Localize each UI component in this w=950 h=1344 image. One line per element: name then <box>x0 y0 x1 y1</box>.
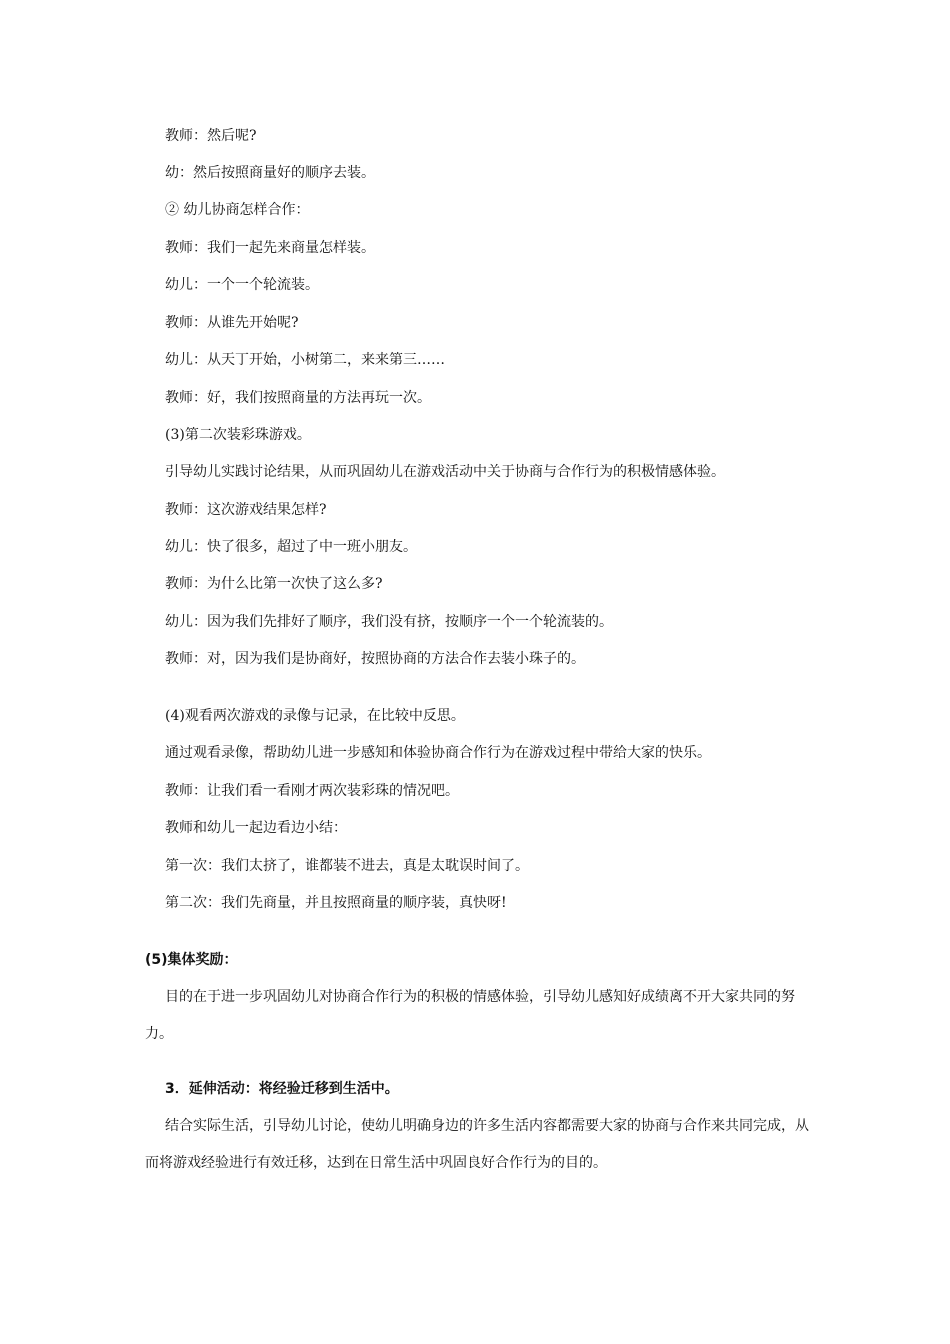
subsection-title: (3)第二次装彩珠游戏。 <box>165 427 311 443</box>
section3-heading: 3．延伸活动：将经验迁移到生活中。 <box>165 1081 399 1097</box>
dialogue-line: 教师：从谁先开始呢? <box>165 315 299 331</box>
paragraph-line: 教师和幼儿一起边看边小结： <box>165 820 347 836</box>
section5-body: 目的在于进一步巩固幼儿对协商合作行为的积极的情感体验，引导幼儿感知好成绩离不开大家共同的努力。 <box>145 989 795 1042</box>
section5-heading: (5)集体奖励： <box>145 952 238 968</box>
dialogue-line: 教师：好，我们按照商量的方法再玩一次。 <box>165 390 431 406</box>
subsection-title: (4)观看两次游戏的录像与记录，在比较中反思。 <box>165 708 465 724</box>
section3-body: 结合实际生活，引导幼儿讨论，使幼儿明确身边的许多生活内容都需要大家的协商与合作来共同完成，从而将游戏经验进行有效迁移，达到在日常生活中巩固良好合作行为的目的。 <box>145 1118 809 1171</box>
dialogue-line: 幼：然后按照商量好的顺序去装。 <box>165 165 375 181</box>
dialogue-line: 教师：然后呢? <box>165 128 257 144</box>
dialogue-line: 教师：这次游戏结果怎样? <box>165 502 327 518</box>
dialogue-line: 第一次：我们太挤了，谁都装不进去，真是太耽误时间了。 <box>165 858 529 874</box>
dialogue-line: 幼儿：因为我们先排好了顺序，我们没有挤，按顺序一个一个轮流装的。 <box>165 614 613 630</box>
dialogue-line: 教师：让我们看一看刚才两次装彩珠的情况吧。 <box>165 783 459 799</box>
dialogue-line: 幼儿：快了很多，超过了中一班小朋友。 <box>165 539 417 555</box>
dialogue-line: 第二次：我们先商量，并且按照商量的顺序装，真快呀! <box>165 895 507 911</box>
dialogue-line: 幼儿：一个一个轮流装。 <box>165 277 319 293</box>
dialogue-line: 教师：为什么比第一次快了这么多? <box>165 576 383 592</box>
paragraph-line: 引导幼儿实践讨论结果，从而巩固幼儿在游戏活动中关于协商与合作行为的积极情感体验。 <box>165 464 725 480</box>
dialogue-line: 幼儿：从天丁开始，小树第二，来来第三…… <box>165 352 445 368</box>
dialogue-line: 教师：对，因为我们是协商好，按照协商的方法合作去装小珠子的。 <box>165 651 585 667</box>
paragraph-line: 通过观看录像，帮助幼儿进一步感知和体验协商合作行为在游戏过程中带给大家的快乐。 <box>165 745 711 761</box>
subsection-title: ② 幼儿协商怎样合作： <box>165 202 310 218</box>
dialogue-line: 教师：我们一起先来商量怎样装。 <box>165 240 375 256</box>
